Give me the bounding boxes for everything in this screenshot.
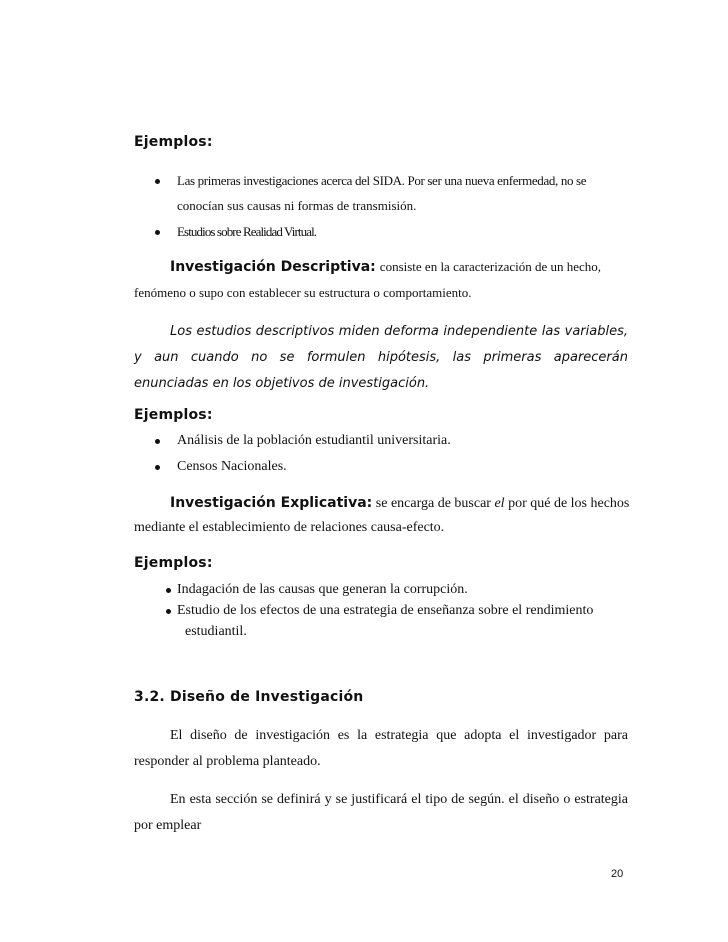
list-item: Censos Nacionales. (177, 459, 287, 474)
bullet-icon (155, 179, 160, 184)
descriptiva-line2: fenómeno o supo con establecer su estructura o comportamiento. (134, 285, 472, 300)
examples-heading-1: Ejemplos: (134, 134, 213, 150)
section-heading-diseno: 3.2. Diseño de Investigación (134, 689, 364, 705)
bullet-icon (155, 439, 160, 444)
list-item: Indagación de las causas que generan la corrupción. (177, 582, 468, 597)
descriptiva-text: consiste en la caracterización de un hecho, (379, 259, 602, 274)
diseno-paragraph-1: El diseño de investigación es la estrategia que adopta el investigador para responder al problema planteado. (134, 728, 628, 769)
bullet-icon (155, 230, 160, 235)
explicativa-text-after: por qué de los hechos (508, 496, 630, 511)
explicativa-emphasis: el (494, 496, 505, 511)
explicativa-line1 (170, 495, 628, 512)
bullet-icon (155, 465, 160, 470)
diseno-paragraph-2: En esta sección se definirá y se justificará el tipo de según. el diseño o estrategia por emplear (134, 792, 628, 833)
explicativa-line2: mediante el establecimiento de relaciones causa-efecto. (134, 520, 445, 535)
list-item-line1: Estudio de los efectos de una estrategia de enseñanza sobre el rendimiento (177, 603, 594, 618)
list-item-line1: Las primeras investigaciones acerca del SIDA. Por ser una nueva enfermedad, no se (177, 173, 587, 188)
list-item: Estudios sobre Realidad Virtual. (177, 224, 317, 239)
list-item: Análisis de la población estudiantil universitaria. (177, 433, 451, 448)
list-item-line2: conocían sus causas ni formas de transmisión. (177, 198, 417, 213)
bullet-icon (166, 609, 171, 614)
bullet-icon (166, 588, 171, 593)
descriptive-studies-paragraph: Los estudios descriptivos miden deforma independiente las variables, y aun cuando no se formulen hipótesis, las primeras aparecerán enunciadas en los objetivos de investigación. (134, 324, 628, 391)
explicativa-text-before: se encarga de buscar (375, 496, 491, 511)
examples-heading-3: Ejemplos: (134, 555, 213, 571)
list-item-line2: estudiantil. (185, 624, 247, 639)
page-number: 20 (611, 868, 624, 880)
explicativa-title: Investigación Explicativa: (170, 495, 373, 511)
descriptiva-line1 (170, 258, 601, 276)
examples-heading-2: Ejemplos: (134, 407, 213, 423)
descriptiva-title: Investigación Descriptiva: (170, 259, 376, 275)
